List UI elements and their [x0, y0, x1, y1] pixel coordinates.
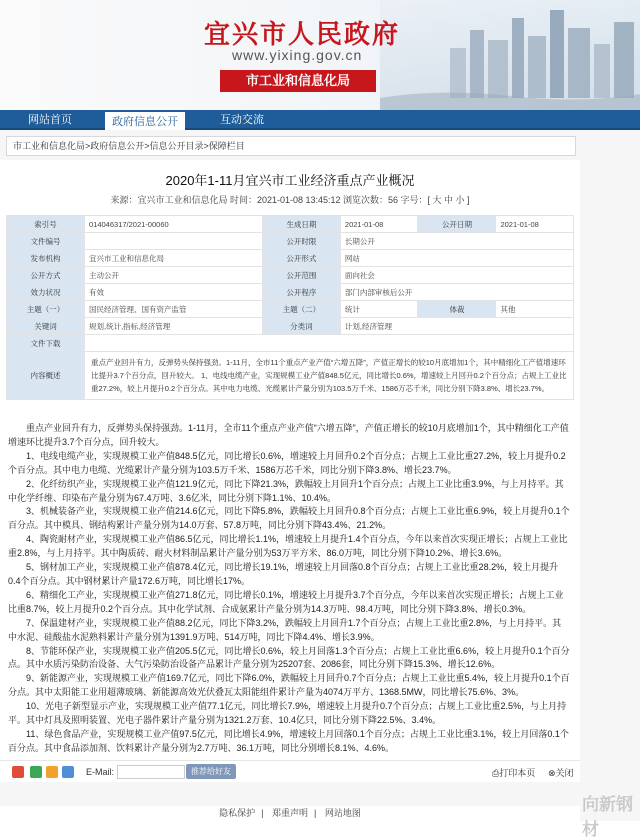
main-nav: [0, 110, 640, 130]
site-title: 宜兴市人民政府: [204, 20, 401, 50]
paragraph-steel: 5、钢材加工产业，实现规模工业产值878.4亿元，同比增长19.1%，增速较上月回落0.8个百分点；占规上工业比重28.2%，较上月提升0.4个百分点。其中钢材累计产量172.6万吨，同比增长17%。: [8, 562, 559, 586]
footer-link-privacy[interactable]: 隐私保护: [219, 808, 256, 818]
recommend-button[interactable]: 推荐给好友: [186, 764, 236, 779]
publish-date-value: 2021-01-08: [496, 216, 574, 233]
table-row: [7, 216, 574, 233]
weibo-share-icon[interactable]: [12, 766, 24, 778]
validity-value: 有效: [85, 284, 263, 301]
footer-link-sitemap[interactable]: 网站地图: [324, 808, 361, 818]
close-label: 关闭: [555, 768, 574, 778]
category-label: 分类词: [262, 318, 340, 335]
file-download-value[interactable]: [85, 335, 574, 352]
printer-icon: ⎙: [492, 768, 500, 778]
site-url: www.yixing.gov.cn: [232, 47, 363, 63]
disclosure-method-value: 主动公开: [85, 267, 263, 284]
paragraph-cable: 1、电线电缆产业，实现规模工业产值848.5亿元，同比增长0.6%，增速较上月回升0.2个百分点；占规上工业比重27.2%，较上月提升0.2个百分点。其中电力电缆、光缆累计产量分别为103.5万千米、1586万芯千米，同比分别下降3.8%、增长23.7%。: [8, 450, 566, 475]
table-row: [7, 301, 574, 318]
topic-one-label: 主题（一）: [7, 301, 85, 318]
site-banner: [0, 0, 640, 110]
article-body: [8, 422, 570, 756]
article-title: 2020年1-11月宜兴市工业经济重点产业概况: [165, 173, 415, 188]
article-meta: 来源：宜兴市工业和信息化局 时间：2021-01-08 13:45:12 浏览次数：56 字号：[ 大 中 小 ]: [110, 195, 470, 205]
created-date-value: 2021-01-08: [340, 216, 418, 233]
summary-value: 重点产业回升有力，反弹势头保持强劲。1-11月，全市11个重点产业产值“六增五降”，产值正增长的较10月底增加1个，其中精细化工产值增速环比提升3.7个百分点，回升较大。 1、电线电缆产业，实现规模工业产值848.5亿元，同比增长0.6%，增速较上月回升0.2个百分点；占规上工业比重27.2%，较上月提升0.2个百分点。其中电力电缆、光缆累计产量分别为103.5万千米、1586万芯千米，同比分别下降3.8%、增长23.7%。: [85, 352, 574, 400]
footer-link-statement[interactable]: 郑重声明: [271, 808, 308, 818]
publisher-label: 发布机构: [7, 250, 85, 267]
paragraph-textile: 2、化纤纺织产业，实现规模工业产值121.9亿元，同比下降21.3%，跌幅较上月回升1个百分点；占规上工业比重3.9%，与上月持平。其中化学纤维、印染布产量分别为67.4万吨、3.6亿米，同比分别下降1.1%、10.4%。: [8, 478, 564, 503]
nav-interaction[interactable]: 互动交流: [220, 114, 264, 126]
paragraph-machinery: 3、机械装备产业，实现规模工业产值214.6亿元，同比下降5.8%，跌幅较上月回升0.8个百分点；占规上工业比重6.9%，较上月提升0.1个百分点。其中模具、钢结构累计产量分别为14.0万套、57.8万吨，同比分别下降43.4%、21.2%。: [8, 506, 570, 531]
validity-label: 效力状况: [7, 284, 85, 301]
paragraph-new-energy: 9、新能源产业，实现规模工业产值169.7亿元，同比下降6.0%，跌幅较上月回升0.7个百分点；占规上工业比重5.4%，较上月提升0.1个百分点。其中太阳能工业用超薄玻璃、新能源高效光伏叠瓦太阳能组件累计产量为4074万平方、1368.5MW，同比增长75.6%、3%。: [8, 673, 570, 698]
watermark-text: 向新钢材: [582, 795, 633, 839]
paragraph-ceramics: 4、陶瓷耐材产业，实现规模工业产值86.5亿元，同比增长1.1%，增速较上月提升1.4个百分点，今年以来首次实现正增长；占规上工业比重2.8%，与上月持平。其中陶质砖、耐火材料制品累计产量分别为53万平方米、86.0万吨，同比分别下降10.2%、增长3.6%。: [8, 534, 568, 559]
info-metadata-table: [6, 215, 574, 400]
email-label: E-Mail:: [86, 767, 115, 777]
table-row: [7, 352, 574, 400]
genre-value: 其他: [496, 301, 574, 318]
table-row: [7, 284, 574, 301]
paragraph-food: 11、绿色食品产业，实现规模工业产值97.5亿元，同比增长4.9%，增速较上月回落0.1个百分点；占规上工业比重3.1%，较上月回落0.1个百分点。其中食品添加剂、饮料累计产量分别为2.7万吨、36.1万吨，同比分别增长8.1%、4.6%。: [8, 728, 569, 753]
paragraph-environmental: 8、节能环保产业，实现规模工业产值205.5亿元，同比增长0.6%，较上月回落1.3个百分点；占规上工业比重6.6%，较上月提升0.1个百分点。其中水质污染防治设备、大气污染防治设备产品累计产量分别为25207套、2086套，同比分别下降15.3%、增长12.6%。: [8, 645, 570, 670]
table-row: [7, 233, 574, 250]
close-icon: ⊗: [548, 768, 556, 778]
topic-two-value: 统计: [340, 301, 418, 318]
douban-share-icon[interactable]: [62, 766, 74, 778]
topic-one-value: 国民经济管理、国有资产监管: [85, 301, 263, 318]
department-badge[interactable]: 市工业和信息化局: [220, 70, 376, 92]
publish-date-label: 公开日期: [418, 216, 496, 233]
table-row: [7, 335, 574, 352]
disclosure-form-label: 公开形式: [262, 250, 340, 267]
table-row: [7, 250, 574, 267]
share-bar: [0, 760, 580, 782]
summary-label: 内容概述: [7, 352, 85, 400]
disclosure-scope-value: 面向社会: [340, 267, 573, 284]
nav-info-disclosure[interactable]: 政府信息公开: [105, 110, 185, 130]
procedure-label: 公开程序: [262, 284, 340, 301]
genre-label: 体裁: [418, 301, 496, 318]
created-date-label: 生成日期: [262, 216, 340, 233]
paragraph-intro: 重点产业回升有力，反弹势头保持强劲。1-11月，全市11个重点产业产值“六增五降”，产值正增长的较10月底增加1个，其中精细化工产值增速环比提升3.7个百分点，回升较大。: [8, 423, 569, 447]
city-skyline-image: [380, 0, 640, 110]
nav-home[interactable]: 网站首页: [28, 114, 72, 126]
wechat-share-icon[interactable]: [30, 766, 42, 778]
index-label: 索引号: [7, 216, 85, 233]
disclosure-method-label: 公开方式: [7, 267, 85, 284]
site-footer: 隐私保护 | 郑重声明 | 网站地图: [0, 806, 580, 821]
table-row: [7, 318, 574, 335]
disclosure-period-label: 公开时限: [262, 233, 340, 250]
close-button[interactable]: [548, 766, 574, 779]
keywords-label: 关键词: [7, 318, 85, 335]
publisher-value: 宜兴市工业和信息化局: [85, 250, 263, 267]
procedure-value: 部门内部审核后公开: [340, 284, 573, 301]
topic-two-label: 主题（二）: [262, 301, 340, 318]
table-row: [7, 267, 574, 284]
doc-number-label: 文件编号: [7, 233, 85, 250]
paragraph-chemical: 6、精细化工产业，实现规模工业产值271.8亿元，同比增长0.1%，增速较上月提升3.7个百分点，今年以来首次实现正增长；占规上工业比重8.7%，较上月提升0.2个百分点。其中化学试剂、合成氨累计产量分别为14.3万吨、98.4万吨，同比分别下降3.8%、增长0.3%。: [8, 589, 564, 614]
breadcrumb[interactable]: 市工业和信息化局>政府信息公开>信息公开目录>保障栏目: [6, 136, 576, 156]
paragraph-optoelectronics: 10、光电子新型显示产业，实现规模工业产值77.1亿元，同比增长7.9%，增速较上月提升0.7个百分点；占规上工业比重2.5%，与上月持平。其中灯具及照明装置、光电子器件累计产量分别为1321.2万套、10.4亿只，同比分别下降22.5%、3.4%。: [8, 701, 567, 726]
paragraph-building-materials: 7、保温建材产业，实现规模工业产值88.2亿元，同比下降3.2%，跌幅较上月回升1.7个百分点；占规上工业比重2.8%，与上月持平。其中水泥、硅酸盐水泥熟料累计产量分别为1391.9万吨、514万吨，同比下降4.4%、增长3.9%。: [8, 617, 562, 642]
category-value: 计划,经济管理: [340, 318, 573, 335]
keywords-value: 规划,统计,指标,经济管理: [85, 318, 263, 335]
qzone-share-icon[interactable]: [46, 766, 58, 778]
file-download-label: 文件下载: [7, 335, 85, 352]
index-value: 014046317/2021-00060: [85, 216, 263, 233]
article-panel: [0, 160, 580, 760]
print-label: 打印本页: [499, 768, 536, 778]
email-input[interactable]: [117, 765, 185, 779]
doc-number-value: [85, 233, 263, 250]
disclosure-scope-label: 公开范围: [262, 267, 340, 284]
disclosure-period-value: 长期公开: [340, 233, 573, 250]
disclosure-form-value: 网站: [340, 250, 573, 267]
print-button[interactable]: [492, 766, 535, 779]
